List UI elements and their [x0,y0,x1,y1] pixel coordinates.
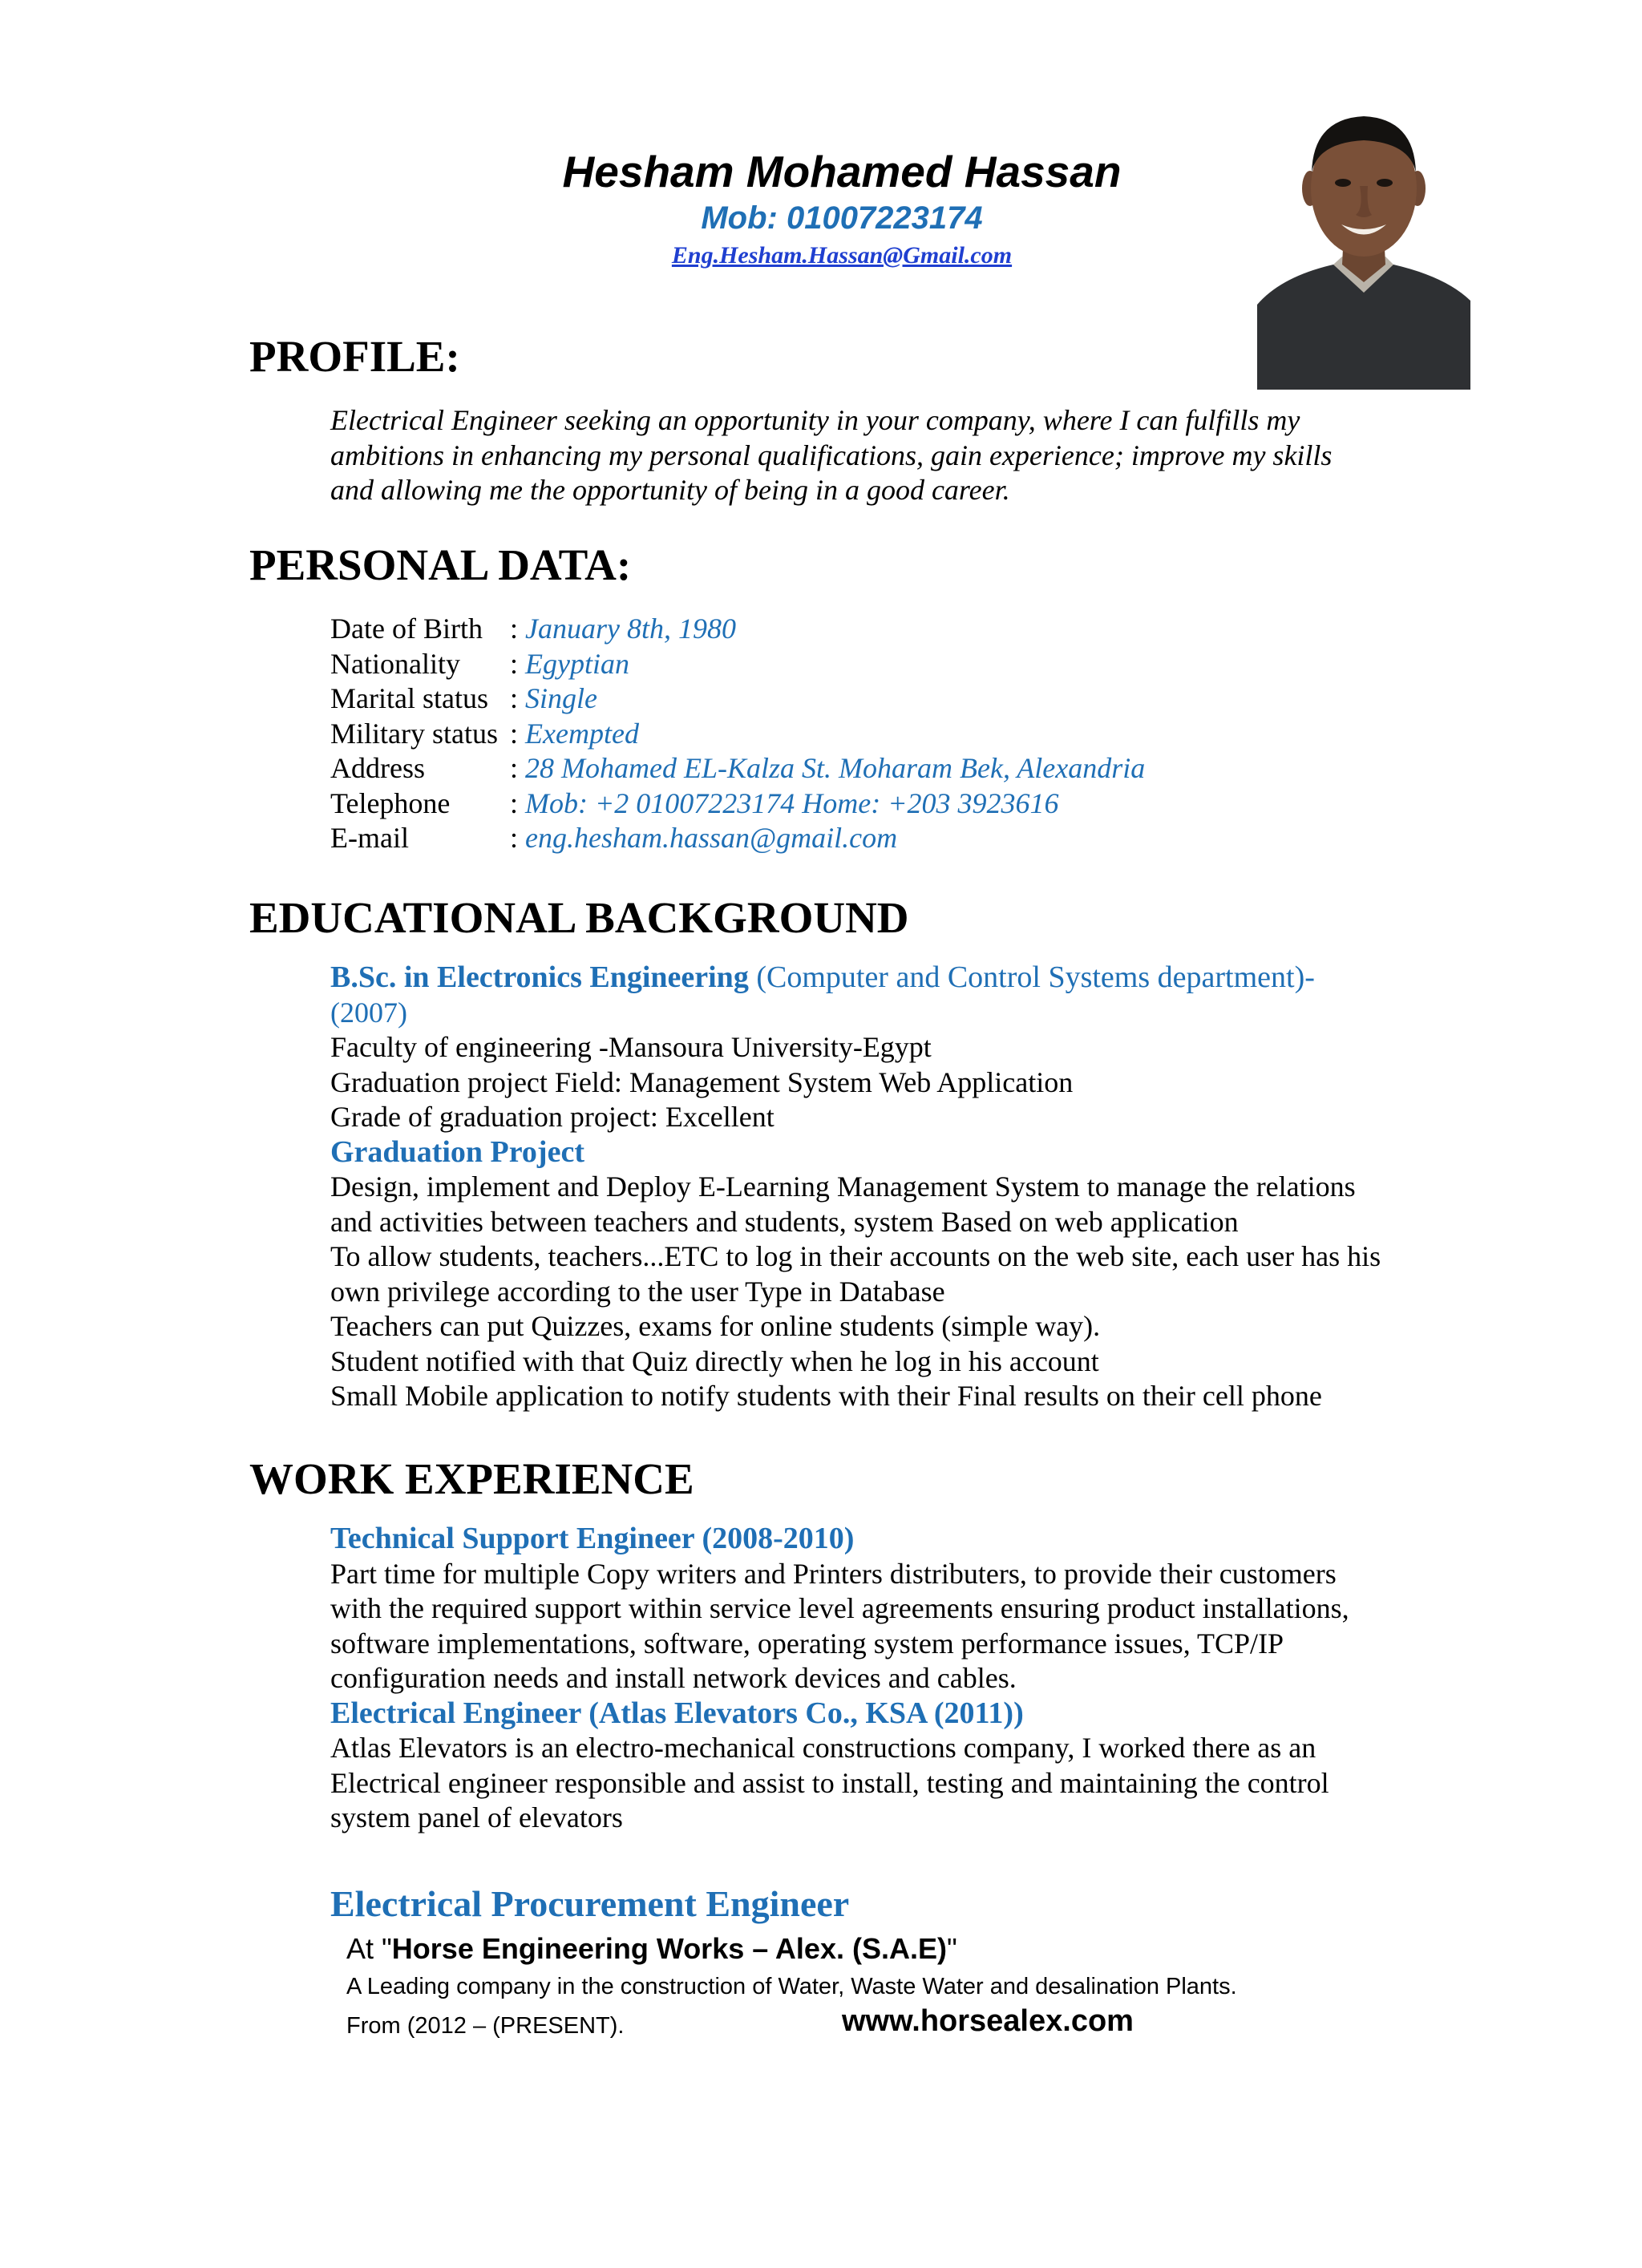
row-label: Nationality [330,647,460,680]
row-label: Telephone [330,786,451,819]
education-line: Graduation project Field: Management System Web Application [330,1065,1074,1098]
company-description: A Leading company in the construction of Water, Waste Water and desalination Plants. [346,1974,1237,1999]
project-line: Student notified with that Quiz directly when he log in his account [330,1344,1099,1377]
project-line: and activities between teachers and students, system Based on web application [330,1205,1239,1238]
personal-data-list [330,612,1453,856]
company-name: Horse Engineering Works – Alex. (S.A.E) [391,1932,947,1965]
profile-heading: PROFILE: [249,332,460,381]
row-separator: : [510,752,526,784]
job-title: Electrical Engineer (Atlas Elevators Co., KSA (2011)) [330,1696,1024,1730]
row-value: eng.hesham.hassan@gmail.com [525,822,898,854]
row-separator: : [510,647,526,680]
project-line: Small Mobile application to notify students with their Final results on their cell phone [330,1380,1322,1412]
profile-text [330,403,1453,508]
personal-row-email [330,821,1453,856]
row-label: Address [330,752,425,784]
degree-department: (Computer and Control Systems department)- [748,960,1315,994]
mobile-number: Mob: 01007223174 [701,200,983,236]
personal-row-address [330,751,1453,786]
work-experience-section [330,1522,1453,1836]
row-label: E-mail [330,822,409,854]
personal-row-marital [330,681,1453,717]
row-label: Military status [330,717,498,750]
education-heading: EDUCATIONAL BACKGROUND [249,893,909,942]
job-period: From (2012 – (PRESENT). [346,2013,625,2039]
row-label: Marital status [330,682,488,714]
education-line: Grade of graduation project: Excellent [330,1101,774,1133]
personal-row-telephone [330,786,1453,822]
company-website[interactable]: www.horsealex.com [842,2004,1134,2038]
row-label: Date of Birth [330,612,483,645]
row-value: January 8th, 1980 [525,612,736,645]
row-value: Exempted [525,717,639,750]
job-line: system panel of elevators [330,1801,623,1833]
profile-line: ambitions in enhancing my personal qualifications, gain experience; improve my skills [330,439,1333,471]
profile-photo [1257,96,1470,390]
job-line: Part time for multiple Copy writers and Printers distributers, to provide their customers [330,1557,1337,1590]
degree-line [330,960,1453,996]
job-line: Atlas Elevators is an electro-mechanical constructions company, I worked there as an [330,1732,1316,1764]
company-suffix: " [946,1932,957,1965]
personal-data-heading: PERSONAL DATA: [249,540,632,589]
row-separator: : [510,786,526,819]
job-title: Technical Support Engineer (2008-2010) [330,1522,855,1555]
row-separator: : [510,682,526,714]
project-line: Design, implement and Deploy E-Learning Management System to manage the relations [330,1170,1356,1203]
row-separator: : [510,717,526,750]
job-line: Electrical engineer responsible and assist to install, testing and maintaining the control [330,1766,1329,1799]
row-separator: : [510,822,526,854]
job-line: software implementations, software, operating system performance issues, TCP/IP [330,1627,1284,1660]
degree-year: (2007) [330,996,407,1029]
job-title-procurement: Electrical Procurement Engineer [330,1883,850,1924]
personal-row-dob [330,612,1453,647]
job-company-line [346,1932,957,1966]
row-value: Egyptian [525,647,629,680]
row-separator: : [510,612,526,645]
row-value: Single [525,682,597,714]
personal-row-military [330,717,1453,752]
education-line: Faculty of engineering -Mansoura University-Egypt [330,1031,932,1063]
candidate-name: Hesham Mohamed Hassan [562,147,1122,196]
company-prefix: At " [346,1932,392,1965]
job-line: configuration needs and install network devices and cables. [330,1662,1017,1694]
row-value: 28 Mohamed EL-Kalza St. Moharam Bek, Alexandria [525,752,1146,784]
job-line: with the required support within service level agreements ensuring product installations, [330,1592,1349,1624]
project-line: own privilege according to the user Type in Database [330,1275,945,1308]
work-experience-heading: WORK EXPERIENCE [249,1454,694,1503]
project-line: To allow students, teachers...ETC to log in their accounts on the web site, each user has his [330,1240,1381,1272]
project-line: Teachers can put Quizzes, exams for online students (simple way). [330,1310,1101,1342]
degree-title: B.Sc. in Electronics Engineering [330,960,749,994]
personal-row-nationality [330,647,1453,682]
education-section [330,960,1453,1414]
row-value: Mob: +2 01007223174 Home: +203 3923616 [525,786,1059,819]
graduation-project-heading: Graduation Project [330,1134,584,1169]
profile-line: and allowing me the opportunity of being in a good career. [330,474,1010,506]
email-link[interactable]: Eng.Hesham.Hassan@Gmail.com [671,242,1013,269]
profile-line: Electrical Engineer seeking an opportunity in your company, where I can fulfills my [330,404,1300,436]
